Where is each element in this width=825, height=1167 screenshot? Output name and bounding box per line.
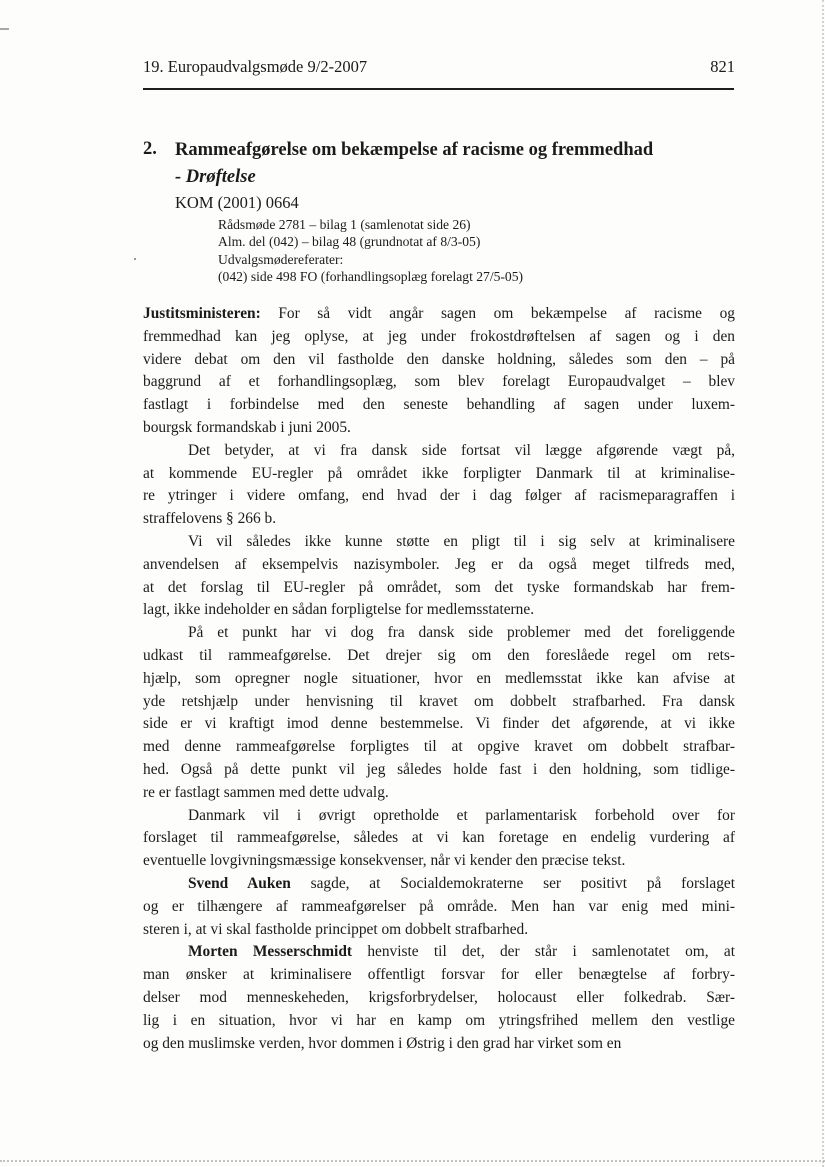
agenda-item-content	[175, 139, 743, 285]
text-line: steren i, at vi skal fastholde princippet om dobbelt strafbarhed.	[143, 920, 529, 938]
text-line: straffelovens § 266 b.	[143, 510, 277, 528]
text-line: lig i en situation, hvor vi har en kamp om ytringsfrihed mellem den vestlige	[143, 1011, 735, 1029]
text-line: side er vi kraftigt imod denne bestemmelse. Vi finder det afgørende, at vi ikke	[143, 715, 735, 733]
text-line: bourgsk formandskab i juni 2005.	[143, 418, 351, 436]
text-line: videre debat om den vil fastholde den danske holdning, således som den – på	[143, 350, 735, 368]
text-line: at kommende EU-regler på området ikke forpligter Danmark til at kriminalise-	[143, 464, 735, 482]
text-line: fastlagt i forbindelse med den seneste behandling af sagen under luxem-	[143, 396, 735, 414]
text-line: fremmedhad kan jeg oplyse, at jeg under frokostdrøftelsen af sagen og i den	[143, 327, 735, 345]
document-body	[143, 303, 735, 1055]
text-line: forslaget til rammeafgørelse, således at vi kan foretage en endelig vurdering af	[143, 829, 735, 847]
text-line: baggrund af et forhandlingsoplæg, som blev forelagt Europaudvalget – blev	[143, 373, 735, 391]
reference-note: Alm. del (042) – bilag 48 (grundnotat af 8/3-05)	[218, 234, 481, 250]
text-line: og er tilhængere af rammeafgørelser på område. Men han var enig med mini-	[143, 897, 735, 915]
paragraph	[143, 941, 735, 1055]
page-number: 821	[710, 57, 735, 76]
text-line: anvendelsen af eksempelvis nazisymboler. Jeg er da også meget tilfreds med,	[143, 555, 735, 573]
text-line: Vi vil således ikke kunne støtte en pligt til i sig selv at kriminalisere	[188, 532, 735, 550]
speaker-name: Svend Auken	[188, 874, 291, 892]
reference-notes	[218, 216, 743, 285]
scan-artifact-right-edge	[822, 0, 824, 1167]
text-line: Det betyder, at vi fra dansk side fortsat vil lægge afgørende vægt på,	[188, 441, 735, 459]
reference-note: Udvalgsmødereferater:	[218, 251, 344, 267]
text-line: Justitsministeren: For så vidt angår sagen om bekæmpelse af racisme og	[143, 305, 735, 322]
paragraph	[143, 531, 735, 622]
header-rule	[143, 88, 734, 90]
paragraph	[143, 440, 735, 531]
text-line: lagt, ikke indeholder en sådan forpligtelse for medlemsstaterne.	[143, 601, 535, 619]
text-line: at det forslag til EU-regler på området, som det tyske formandskab har frem-	[143, 578, 735, 596]
scan-artifact-bottom-line	[0, 1160, 825, 1162]
reference-note: (042) side 498 FO (forhandlingsoplæg forelagt 27/5-05)	[218, 268, 524, 284]
text-line: På et punkt har vi dog fra dansk side problemer med det foreliggende	[188, 624, 735, 642]
scan-artifact-top-left	[0, 28, 9, 30]
speaker-name: Morten Messerschmidt	[188, 943, 353, 961]
text-line: hed. Også på dette punkt vil jeg således holde fast i den holdning, som tidlige-	[143, 760, 735, 778]
paragraph	[143, 622, 735, 804]
reference-note: Rådsmøde 2781 – bilag 1 (samlenotat side 26)	[218, 217, 471, 232]
text-line: Svend Auken sagde, at Socialdemokraterne ser positivt på forslaget	[188, 874, 736, 892]
scan-artifact-dot	[134, 258, 136, 260]
text-line: re ytringer i videre omfang, end hvad der i dag følger af racismeparagraffen i	[143, 487, 735, 505]
agenda-item-reference: KOM (2001) 0664	[175, 193, 299, 212]
text-line: hjælp, som opregner nogle situationer, hvor en medlemsstat ikke kan afvise at	[143, 669, 735, 687]
paragraph	[143, 303, 735, 440]
agenda-item-title: Rammeafgørelse om bekæmpelse af racisme og fremmedhad	[175, 140, 654, 160]
text-line: re er fastlagt sammen med dette udvalg.	[143, 783, 389, 801]
running-header	[143, 57, 735, 77]
text-line: Morten Messerschmidt henviste til det, der står i samlenotatet om, at	[188, 943, 736, 961]
text-line: eventuelle lovgivningsmæssige konsekvenser, når vi kender den præcise tekst.	[143, 852, 626, 870]
text-line: udkast til rammeafgørelse. Det drejer sig om den foreslåede regel om rets-	[143, 646, 735, 664]
paragraph	[143, 873, 735, 941]
text-line: og den muslimske verden, hvor dommen i Østrig i den grad har virket som en	[143, 1034, 622, 1052]
speaker-name: Justitsministeren:	[143, 305, 261, 322]
text-line: yde retshjælp under henvisning til kravet om dobbelt strafbarhed. Fra dansk	[143, 692, 735, 710]
text-line: med denne rammeafgørelse forpligtes til at opgive kravet om dobbelt strafbar-	[143, 738, 735, 756]
text-line: delser mod menneskeheden, krigsforbrydelser, holocaust eller folkedrab. Sær-	[143, 988, 735, 1006]
paragraph	[143, 805, 735, 873]
text-line: Danmark vil i øvrigt opretholde et parlamentarisk forbehold over for	[188, 806, 735, 824]
agenda-item	[143, 139, 743, 285]
header-title: 19. Europaudvalgsmøde 9/2-2007	[143, 57, 368, 76]
text-line: man ønsker at kriminalisere offentligt forsvar for eller benægtelse af forbry-	[143, 966, 735, 984]
agenda-item-subtitle: - Drøftelse	[175, 167, 256, 187]
agenda-item-number: 2.	[143, 139, 157, 159]
